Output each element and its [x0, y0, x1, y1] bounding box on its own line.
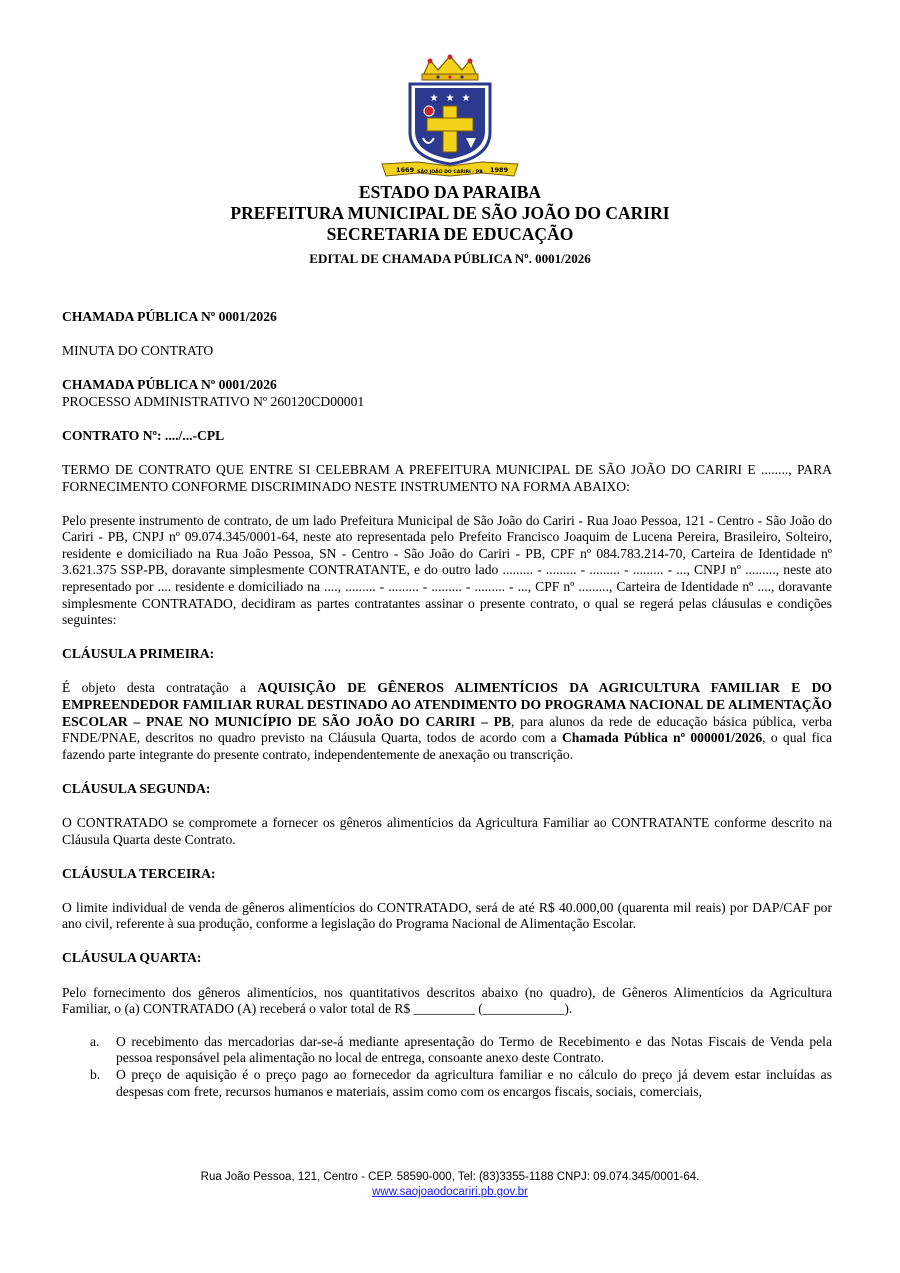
- crown-icon: [422, 55, 478, 81]
- clausula-quarta-list: [62, 1034, 832, 1100]
- clausula-primeira-text: É objeto desta contratação a AQUISIÇÃO DE GÊNEROS ALIMENTÍCIOS DA AGRICULTURA FAMILIAR E DO EMPREENDEDOR FAMILIAR RURAL DESTINADO AO ATENDIMENTO DO PROGRAMA NACIONAL DE ALIMENTAÇÃO ESCOLAR – PNAE NO MUNICÍPIO DE SÃO JOÃO DO CARIRI – PB, para alunos da rede de educação básica pública, verba FNDE/PNAE, descritos no quadro previsto na Cláusula Quarta, todos de acordo com a Chamada Pública nº 000001/2026, o qual fica fazendo parte integrante do presente contrato, independentemente de anexação ou transcrição.: [62, 680, 833, 762]
- svg-text:★: ★: [429, 93, 439, 104]
- header-prefeitura: PREFEITURA MUNICIPAL DE SÃO JOÃO DO CARIRI: [230, 203, 670, 223]
- clausula-terceira-text: O limite individual de venda de gêneros alimentícios do CONTRATADO, será de até R$ 40.000,00 (quarenta mil reais) por DAP/CAF por ano civil, referente à sua produção, conforme a legislação do Programa Nacional de Alimentação Escolar.: [62, 899, 832, 932]
- minuta-label: MINUTA DO CONTRATO: [62, 343, 214, 359]
- clausula-terceira-title: CLÁUSULA TERCEIRA:: [62, 865, 216, 881]
- shield-icon: [410, 84, 490, 164]
- termo-de-contrato: TERMO DE CONTRATO QUE ENTRE SI CELEBRAM A PREFEITURA MUNICIPAL DE SÃO JOÃO DO CARIRI E ........, PARA FORNECIMENTO CONFORME DISCRIMINADO NESTE INSTRUMENTO NA FORMA ABAIXO:: [62, 461, 832, 494]
- preambulo-paragraph: Pelo presente instrumento de contrato, de um lado Prefeitura Municipal de São João do Cariri - Rua Joao Pessoa, 121 - Centro - São João do Cariri - PB, CNPJ nº 09.074.345/0001-64, neste ato representada pelo Prefeito Francisco Joaquim de Lucena Pereira, Brasileiro, Solteiro, residente e domiciliado na Rua João Pessoa, SN - Centro - São João do Cariri - PB, CPF nº 084.783.214-70, Carteira de Identidade nº 3.621.375 SSP-PB, doravante simplesmente CONTRATANTE, e do outro lado ......... - ......... - ......... - ......... - ..., CNPJ nº ........., neste ato representado por .... residente e domiciliado na ...., ......... - ......... - ......... - ......... - ..., CPF nº ........., Carteira de Identidade nº ...., doravante simplesmente CONTRATADO, decidiram as partes contratantes assinar o presente contrato, o qual se regerá pelas cláusulas e condições seguintes:: [62, 512, 832, 628]
- footer-address: Rua João Pessoa, 121, Centro - CEP. 58590-000, Tel: (83)3355-1188 CNPJ: 09.074.345/0001-64.: [200, 1171, 700, 1183]
- contract-body: [62, 309, 832, 1100]
- clausula-segunda-text: O CONTRATADO se compromete a fornecer os gêneros alimentícios da Agricultura Familiar ao CONTRATANTE conforme descrito na Cláusula Quarta deste Contrato.: [62, 814, 832, 847]
- clausula-segunda-title: CLÁUSULA SEGUNDA:: [62, 780, 211, 796]
- list-item: a. O recebimento das mercadorias dar-se-á mediante apresentação do Termo de Recebimento e das Notas Fiscais de Venda pela pessoa responsável pela alimentação no local de entrega, consoante anexo deste Contrato.: [90, 1033, 832, 1066]
- header-secretaria: SECRETARIA DE EDUCAÇÃO: [326, 224, 574, 244]
- clausula-quarta-text: Pelo fornecimento dos gêneros alimentícios, nos quantitativos descritos abaixo (no quadro), de Gêneros Alimentícios da Agricultura Familiar, o (a) CONTRATADO (A) receberá o valor total de R$ _________ (____________).: [62, 984, 832, 1017]
- municipal-crest-logo: [378, 54, 522, 178]
- clausula-quarta-title: CLÁUSULA QUARTA:: [62, 950, 202, 966]
- svg-text:★: ★: [461, 93, 471, 104]
- title-chamada-publica: CHAMADA PÚBLICA Nº 0001/2026: [62, 309, 277, 324]
- crest-year-right: 1989: [490, 166, 509, 174]
- crest-year-left: 1669: [396, 166, 415, 174]
- header-state: ESTADO DA PARAIBA: [358, 182, 542, 202]
- crest-banner-text: SÃO JOÃO DO CARIRI - PB: [417, 170, 483, 175]
- svg-text:★: ★: [445, 93, 455, 104]
- processo-administrativo: PROCESSO ADMINISTRATIVO Nº 260120CD00001: [62, 393, 365, 409]
- list-item: b. O preço de aquisição é o preço pago ao fornecedor da agricultura familiar e no cálculo do preço já devem estar incluídas as despesas com frete, recursos humanos e materiais, assim como com os encargos fiscais, sociais, comerciais,: [90, 1066, 832, 1099]
- footer-website-link[interactable]: www.saojoaodocariri.pb.gov.br: [372, 1186, 528, 1198]
- header-edital: EDITAL DE CHAMADA PÚBLICA Nº. 0001/2026: [309, 251, 591, 266]
- clausula-primeira-title: CLÁUSULA PRIMEIRA:: [62, 646, 215, 662]
- title-chamada-publica-2: CHAMADA PÚBLICA Nº 0001/2026: [62, 377, 277, 393]
- contrato-number: CONTRATO Nº: ..../...-CPL: [62, 427, 225, 443]
